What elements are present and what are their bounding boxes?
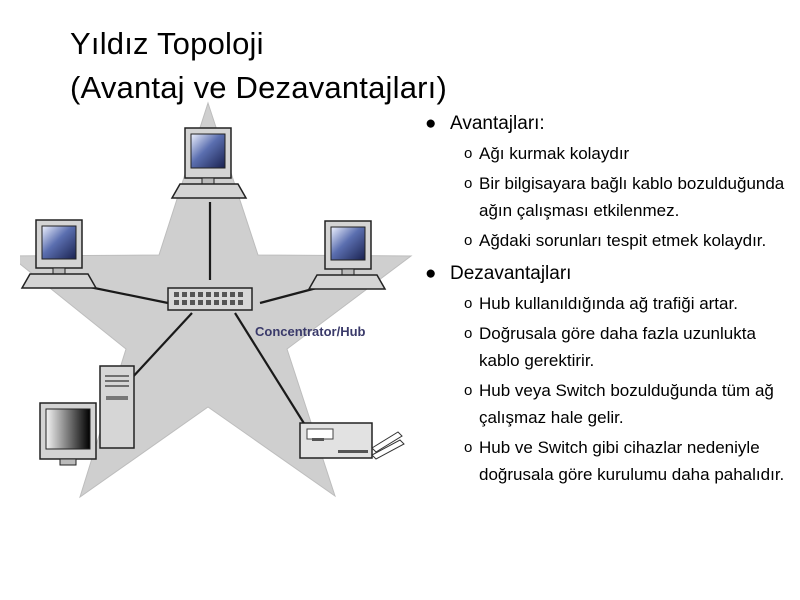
bullet-circle-icon: o bbox=[464, 175, 473, 192]
hub-label: Concentrator/Hub bbox=[255, 324, 366, 339]
star-topology-svg bbox=[20, 98, 420, 593]
tower-pc-icon bbox=[100, 366, 134, 448]
disadvantage-item: o Hub kullanıldığında ağ trafiği artar. bbox=[420, 290, 790, 317]
bullet-circle-icon: o bbox=[464, 295, 473, 312]
disadvantage-item: o Doğrusala göre daha fazla uzunlukta kablo gerektirir. bbox=[420, 320, 790, 374]
bullet-list bbox=[420, 110, 790, 488]
disadvantage-item: o Hub veya Switch bozulduğunda tüm ağ çalışmaz hale gelir. bbox=[420, 377, 790, 431]
slide-title bbox=[70, 22, 447, 110]
title-line-1: Yıldız Topoloji bbox=[70, 26, 264, 61]
star-topology-diagram bbox=[20, 98, 420, 593]
computer-left-icon bbox=[22, 220, 96, 288]
bullet-circle-icon: o bbox=[464, 439, 473, 456]
advantage-item: o Ağdaki sorunları tespit etmek kolaydır. bbox=[420, 227, 790, 254]
bullet-dot-icon: ● bbox=[425, 113, 437, 134]
bullet-circle-icon: o bbox=[464, 145, 473, 162]
disadvantages-heading: ● Dezavantajları bbox=[420, 260, 790, 287]
printer-icon bbox=[300, 423, 404, 459]
bullet-circle-icon: o bbox=[464, 325, 473, 342]
advantage-item: o Bir bilgisayara bağlı kablo bozulduğunda ağın çalışması etkilenmez. bbox=[420, 170, 790, 224]
computer-top-icon bbox=[172, 128, 246, 198]
bullet-circle-icon: o bbox=[464, 232, 473, 249]
disadvantage-item: o Hub ve Switch gibi cihazlar nedeniyle doğrusala göre kurulumu daha pahalıdır. bbox=[420, 434, 790, 488]
bullet-dot-icon: ● bbox=[425, 263, 437, 284]
bullet-circle-icon: o bbox=[464, 382, 473, 399]
advantages-heading: ● Avantajları: bbox=[420, 110, 790, 137]
monitor-bottom-left-icon bbox=[40, 403, 96, 465]
hub-icon bbox=[168, 288, 252, 310]
advantage-item: o Ağı kurmak kolaydır bbox=[420, 140, 790, 167]
title-line-2: (Avantaj ve Dezavantajları) bbox=[70, 70, 448, 105]
